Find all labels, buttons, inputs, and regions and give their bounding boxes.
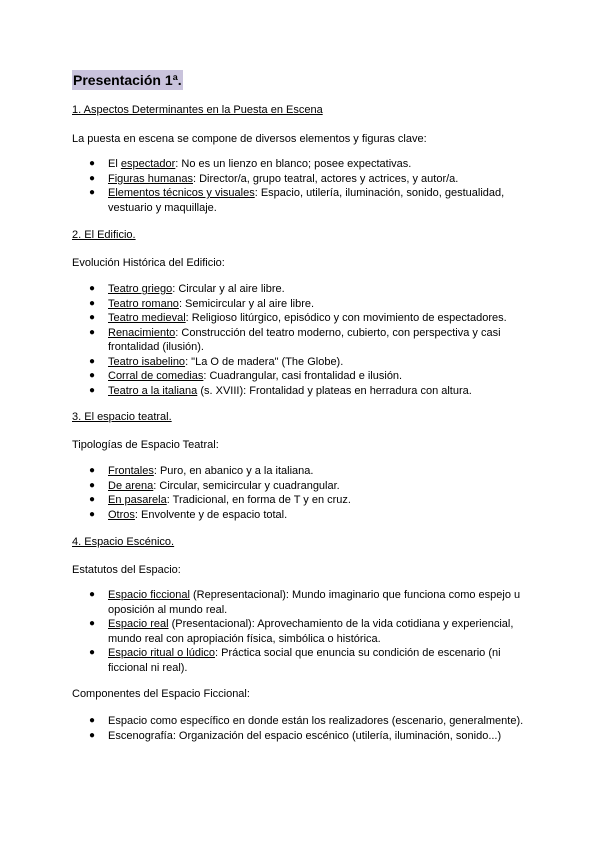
list-item-text: : Construcción del teatro moderno, cubierto, con perspectiva y casi frontalidad (ilusión). bbox=[108, 326, 501, 353]
list-item-term: Espacio ritual o lúdico bbox=[108, 647, 216, 659]
list-item bbox=[0, 186, 600, 215]
bullet-icon: ● bbox=[89, 326, 96, 338]
section-intro-4: Estatutos del Espacio: bbox=[72, 564, 181, 576]
bullet-icon: ● bbox=[89, 297, 96, 309]
bullet-list-2 bbox=[0, 282, 600, 398]
list-item-term: Corral de comedias bbox=[108, 370, 204, 382]
list-item-term: Espacio real bbox=[108, 618, 169, 630]
list-item-text: : Envolvente y de espacio total. bbox=[134, 508, 288, 521]
list-item-text: : Director/a, grupo teatral, actores y actrices, y autor/a. bbox=[193, 172, 459, 185]
list-item bbox=[0, 493, 600, 508]
bullet-icon: ● bbox=[89, 158, 96, 169]
list-item-text: Espacio como específico en donde están los realizadores (escenario, generalmente). bbox=[108, 715, 524, 727]
bullet-icon: ● bbox=[89, 618, 96, 629]
bullet-icon: ● bbox=[89, 283, 96, 294]
section-intro-1: La puesta en escena se compone de diversos elementos y figuras clave: bbox=[72, 133, 427, 145]
list-item bbox=[0, 355, 600, 370]
bullet-icon: ● bbox=[89, 370, 96, 381]
list-item bbox=[0, 464, 600, 479]
list-item bbox=[0, 479, 600, 494]
list-item-text: : Puro, en abanico y a la italiana. bbox=[153, 465, 314, 477]
bullet-list-4 bbox=[0, 588, 600, 675]
bullet-icon: ● bbox=[89, 465, 96, 476]
list-item bbox=[0, 588, 600, 617]
list-item-text: : Cuadrangular, casi frontalidad e ilusión. bbox=[203, 370, 403, 382]
list-item-text: (Presentacional): Aprovechamiento de la vida cotidiana y experiencial, mundo real con apropiación física, simbólica o histórica. bbox=[108, 618, 514, 645]
section-intro-2: Evolución Histórica del Edificio: bbox=[72, 257, 225, 269]
list-item-term: Teatro romano bbox=[108, 297, 179, 310]
list-item bbox=[0, 729, 600, 744]
list-item-text: : Práctica social que enuncia su condición de escenario (ni ficcional ni real). bbox=[108, 647, 501, 674]
list-item-text: : Semicircular y al aire libre. bbox=[178, 297, 315, 310]
list-item-text: Escenografía: Organización del espacio escénico (utilería, iluminación, sonido...) bbox=[108, 729, 502, 742]
list-item bbox=[0, 714, 600, 729]
list-item-term: espectador bbox=[120, 158, 176, 170]
list-item-term: Espacio ficcional bbox=[108, 589, 190, 601]
bullet-icon: ● bbox=[89, 355, 96, 367]
bullet-icon: ● bbox=[89, 187, 96, 198]
list-item-term: Figuras humanas bbox=[108, 172, 193, 185]
list-item-term: Teatro griego bbox=[108, 283, 173, 295]
list-item-term: Otros bbox=[108, 508, 135, 521]
list-item bbox=[0, 157, 600, 172]
bullet-icon: ● bbox=[89, 647, 96, 658]
bullet-icon: ● bbox=[89, 508, 96, 520]
list-item bbox=[0, 508, 600, 523]
list-item-term: Frontales bbox=[108, 465, 154, 477]
bullet-list-5 bbox=[0, 714, 600, 743]
bullet-icon: ● bbox=[89, 589, 96, 600]
list-item-prefix: El bbox=[108, 158, 121, 170]
list-item-text: : Circular y al aire libre. bbox=[172, 283, 285, 295]
list-item-term: Elementos técnicos y visuales bbox=[108, 187, 255, 199]
list-item bbox=[0, 617, 600, 646]
document-title: Presentación 1ª. bbox=[73, 72, 182, 88]
bullet-icon: ● bbox=[89, 715, 96, 726]
list-item-term: Renacimiento bbox=[108, 326, 176, 339]
list-item bbox=[0, 297, 600, 312]
list-item-text: : "La O de madera" (The Globe). bbox=[185, 355, 344, 368]
bullet-icon: ● bbox=[89, 494, 96, 505]
list-item-text: : Espacio, utilería, iluminación, sonido, gestualidad, vestuario y maquillaje. bbox=[108, 187, 505, 214]
bullet-list-1 bbox=[0, 157, 600, 215]
list-item-term: Teatro medieval bbox=[108, 312, 186, 324]
list-item bbox=[0, 384, 600, 399]
section-heading-3: 3. El espacio teatral. bbox=[72, 411, 172, 423]
section-heading-2: 2. El Edificio. bbox=[72, 229, 136, 241]
list-item-text: : Circular, semicircular y cuadrangular. bbox=[153, 479, 340, 492]
list-item-text: : No es un lienzo en blanco; posee expectativas. bbox=[175, 158, 412, 170]
section-intro-3: Tipologías de Espacio Teatral: bbox=[72, 439, 219, 451]
list-item-text: : Religioso litúrgico, episódico y con movimiento de espectadores. bbox=[185, 312, 507, 324]
list-item bbox=[0, 326, 600, 355]
section-heading-4: 4. Espacio Escénico. bbox=[72, 536, 175, 548]
list-item-term: En pasarela bbox=[108, 494, 167, 506]
section-intro-5: Componentes del Espacio Ficcional: bbox=[72, 688, 250, 700]
bullet-icon: ● bbox=[89, 172, 96, 184]
list-item-term: Teatro a la italiana bbox=[108, 384, 198, 397]
list-item-term: De arena bbox=[108, 479, 154, 492]
bullet-icon: ● bbox=[89, 479, 96, 491]
list-item-term: Teatro isabelino bbox=[108, 355, 186, 368]
bullet-icon: ● bbox=[89, 384, 96, 396]
list-item bbox=[0, 282, 600, 297]
list-item-text: (s. XVIII): Frontalidad y plateas en herradura con altura. bbox=[197, 384, 472, 397]
list-item bbox=[0, 646, 600, 675]
list-item bbox=[0, 369, 600, 384]
list-item bbox=[0, 311, 600, 326]
list-item bbox=[0, 172, 600, 187]
bullet-icon: ● bbox=[89, 312, 96, 323]
section-heading-1: 1. Aspectos Determinantes en la Puesta en Escena bbox=[72, 104, 323, 116]
list-item-text: : Tradicional, en forma de T y en cruz. bbox=[166, 494, 351, 506]
bullet-icon: ● bbox=[89, 729, 96, 741]
bullet-list-3 bbox=[0, 464, 600, 522]
list-item-text: (Representacional): Mundo imaginario que funciona como espejo u oposición al mundo real. bbox=[108, 589, 521, 616]
